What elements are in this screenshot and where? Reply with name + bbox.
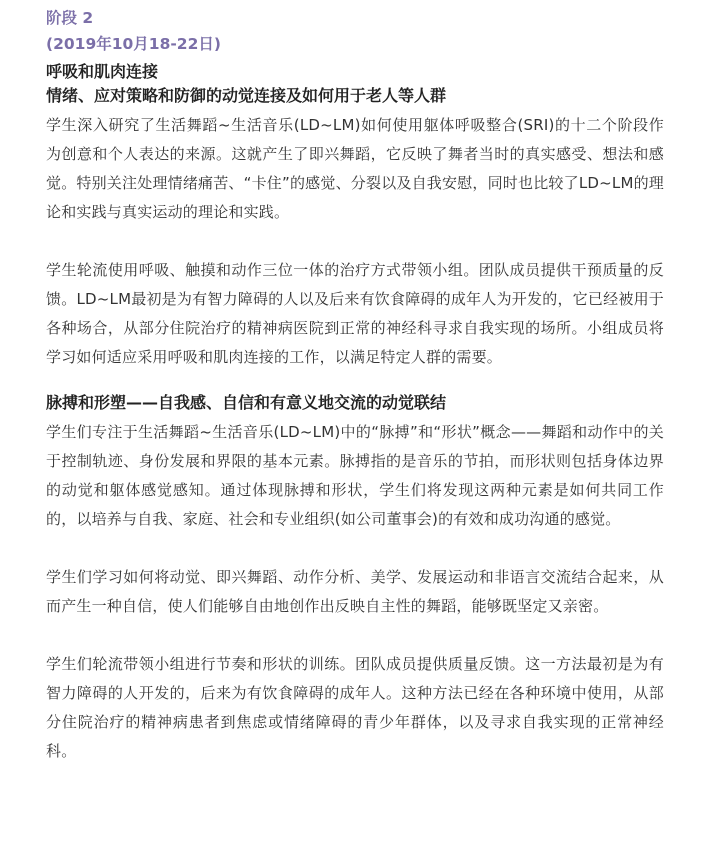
section1-paragraph-1: 学生深入研究了生活舞蹈~生活音乐(LD~LM)如何使用躯体呼吸整合(SRI)的十二个阶段作为创意和个人表达的来源。这就产生了即兴舞蹈，它反映了舞者当时的真实感受、想法和感觉。特别关注处理情绪痛苦、“卡住”的感觉、分裂以及自我安慰，同时也比较了LD~LM的理论和实践与真实运动的理论和实践。 xyxy=(46,116,664,221)
section1-paragraph-2: 学生轮流使用呼吸、触摸和动作三位一体的治疗方式带领小组。团队成员提供干预质量的反馈。LD~LM最初是为有智力障碍的人以及后来有饮食障碍的成年人为开发的，它已经被用于各种场合，从部分住院治疗的精神病医院到正常的神经科寻求自我实现的场所。小组成员将学习如何适应采用呼吸和肌肉连接的工作，以满足特定人群的需要。 xyxy=(46,261,664,366)
section2-heading: 脉搏和形塑——自我感、自信和有意义地交流的动觉联结 xyxy=(46,393,447,412)
stage-date: (2019年10月18-22日) xyxy=(46,35,221,53)
section2-paragraph-1: 学生们专注于生活舞蹈~生活音乐(LD~LM)中的“脉搏”和“形状”概念——舞蹈和动作中的关于控制轨迹、身份发展和界限的基本元素。脉搏指的是音乐的节拍，而形状则包括身体边界的动觉和躯体感觉感知。通过体现脉搏和形状，学生们将发现这两种元素是如何共同工作的，以培养与自我、家庭、社会和专业组织(如公司董事会)的有效和成功沟通的感觉。 xyxy=(46,423,664,528)
stage-title: 阶段 2 xyxy=(46,9,94,27)
section2-paragraph-2: 学生们学习如何将动觉、即兴舞蹈、动作分析、美学、发展运动和非语言交流结合起来，从而产生一种自信，使人们能够自由地创作出反映自主性的舞蹈，能够既坚定又亲密。 xyxy=(46,568,664,615)
section1-heading: 呼吸和肌肉连接 xyxy=(46,62,159,81)
section1-subheading: 情绪、应对策略和防御的动觉连接及如何用于老人等人群 xyxy=(46,86,447,105)
section2 xyxy=(46,392,664,766)
section2-paragraph-3: 学生们轮流带领小组进行节奏和形状的训练。团队成员提供质量反馈。这一方法最初是为有智力障碍的人开发的，后来为有饮食障碍的成年人。这种方法已经在各种环境中使用，从部分住院治疗的精神病患者到焦虑或情绪障碍的青少年群体，以及寻求自我实现的正常神经科。 xyxy=(46,655,664,760)
